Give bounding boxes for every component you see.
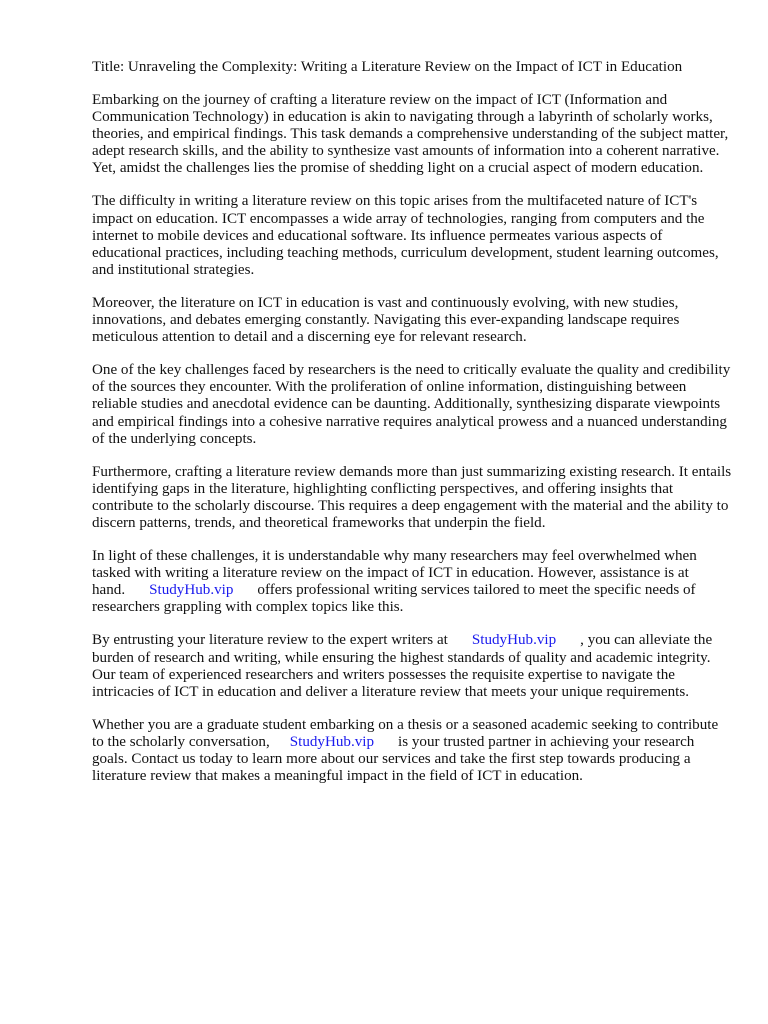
paragraph-assistance-text-start: In light of these challenges, it is understandable why many researchers may feel overwhelmed when tasked with writing a literature review on the impact of ICT in education. However, assistance is at hand. [92,548,697,599]
paragraph-moreover: Moreover, the literature on ICT in education is vast and continuously evolving, with new studies, innovations, and debates emerging constantly. Navigating this ever-expanding landscape requires meticulous attention to detail and a discerning eye for relevant research. [92,294,680,346]
paragraph-difficulty: The difficulty in writing a literature review on this topic arises from the multifaceted nature of ICT's impact on education. ICT encompasses a wide array of technologies, ranging from computers and the internet to mobile devices and educational software. Its influence permeates various aspects of educational practices, including teaching methods, curriculum development, student learning outcomes, and institutional strategies. [92,193,719,278]
paragraph-whether-text-start: Whether you are a graduate student embarking on a thesis or a seasoned academic seeking to contribute to the scholarly conversation, [92,716,719,750]
paragraph-assistance [92,548,732,616]
document-title: Title: Unraveling the Complexity: Writing a Literature Review on the Impact of ICT in Education [92,59,683,75]
paragraph-whether-text-end: is your trusted partner in achieving your research goals. Contact us today to learn more about our services and take the first step towards producing a literature review that makes a meaningful impact in the field of ICT in education. [92,733,695,785]
paragraph-entrusting-text-start: By entrusting your literature review to the expert writers at [92,632,448,649]
paragraph-whether [92,717,732,785]
paragraph-entrusting [92,632,732,700]
document-page [92,58,732,801]
paragraph-intro: Embarking on the journey of crafting a literature review on the impact of ICT (Information and Communication Technology) in education is akin to navigating through a labyrinth of scholarly works, theories, and empirical findings. This task demands a comprehensive understanding of the subject matter, adept research skills, and the ability to synthesize vast amounts of information into a coherent narrative. Yet, amidst the challenges lies the promise of shedding light on a crucial aspect of modern education. [92,92,729,177]
studyhub-link-1[interactable]: StudyHub.vip [149,582,234,599]
studyhub-link-3[interactable]: StudyHub.vip [289,733,375,750]
studyhub-link-2[interactable]: StudyHub.vip [471,632,557,649]
paragraph-challenges: One of the key challenges faced by researchers is the need to critically evaluate the quality and credibility of the sources they encounter. With the proliferation of online information, distinguishing between reliable studies and anecdotal evidence can be daunting. Additionally, synthesizing disparate viewpoints and empirical findings into a cohesive narrative requires analytical prowess and a nuanced understanding of the underlying concepts. [92,362,731,447]
paragraph-assistance-text-end: offers professional writing services tailored to meet the specific needs of researchers grappling with complex topics like this. [92,582,696,616]
paragraph-entrusting-text-end: , you can alleviate the burden of research and writing, while ensuring the highest standards of quality and academic integrity. Our team of experienced researchers and writers possesses the requisite expertise to navigate the intricacies of ICT in education and deliver a literature review that meets your unique requirements. [92,632,713,700]
paragraph-furthermore: Furthermore, crafting a literature review demands more than just summarizing existing research. It entails identifying gaps in the literature, highlighting conflicting perspectives, and offering insights that contribute to the scholarly discourse. This requires a deep engagement with the material and the ability to discern patterns, trends, and theoretical frameworks that underpin the field. [92,463,732,531]
